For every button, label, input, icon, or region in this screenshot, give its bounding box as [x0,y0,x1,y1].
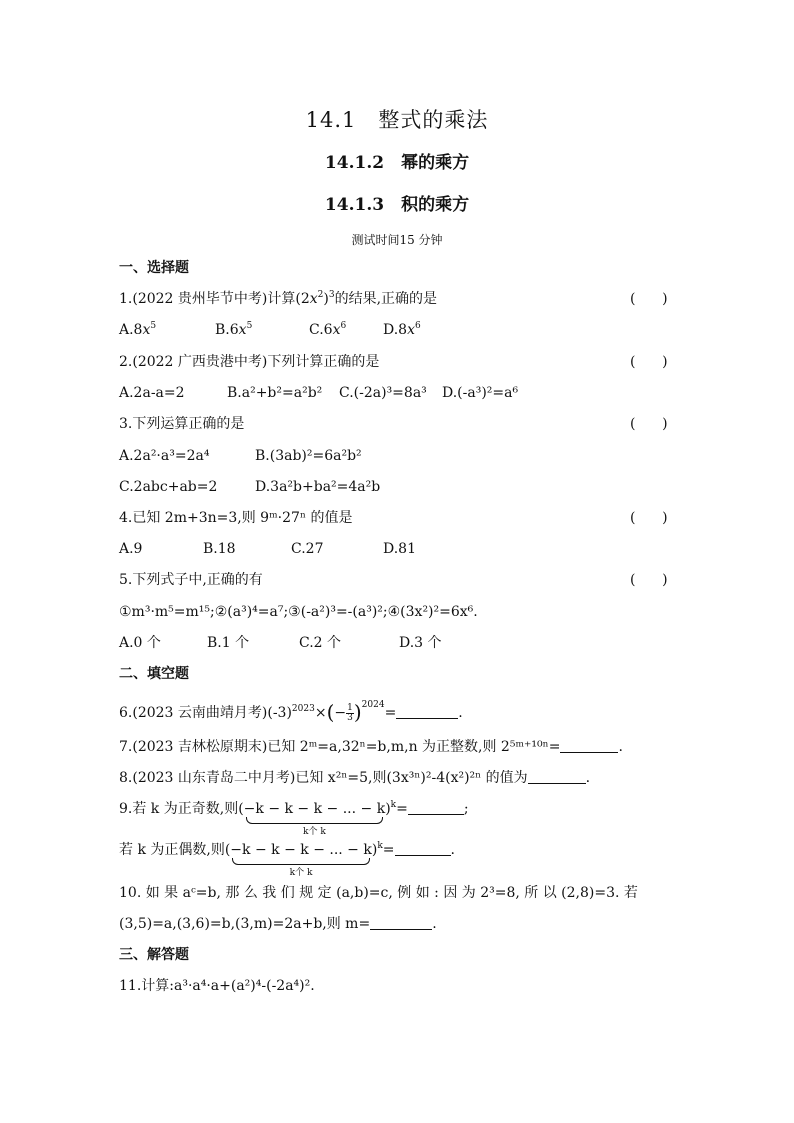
q8-answer-blank[interactable] [528,769,586,784]
subtitle-power-of-power: 14.1.2 幂的乘方 [324,153,470,173]
q5-option-a: A.0 个 [119,635,161,651]
q1-option-d: $D.8x^6$ [383,321,421,338]
question-10-line1: 10. 如 果 aᶜ=b, 那 么 我 们 规 定 (a,b)=c, 例 如 : 因 为 2³=8, 所 以 (2,8)=3. 若 [119,885,638,901]
q5-answer-paren: ( ) [630,572,668,588]
question-8: 8.(2023 山东青岛二中月考)已知 x²ⁿ=5,则(3x³ⁿ)²-4(x²)²ⁿ 的值为 . [119,770,591,786]
question-9-line2: 若 k 为正偶数,则(−k − k − k − ... − k k个 k )$^k$= . [119,841,455,878]
q9-line1-prefix: 9.若 k 为正奇数,则( [119,801,244,817]
question-10-line2: (3,5)=a,(3,6)=b,(3,m)=2a+b,则 m= . [119,916,437,932]
q10-line2-text: (3,5)=a,(3,6)=b,(3,m)=2a+b,则 m= [119,916,371,932]
q1-answer-paren: ( ) [630,291,668,307]
q5-option-d: D.3 个 [399,635,442,651]
question-7: 7.(2023 吉林松原期末)已知 2ᵐ=a,32ⁿ=b,m,n 为正整数,则 2⁵ᵐ⁺¹⁰ⁿ= . [119,739,623,755]
q2-option-d: D.(-a³)²=a⁶ [442,385,519,401]
q7-text: 7.(2023 吉林松原期末)已知 2ᵐ=a,32ⁿ=b,m,n 为正整数,则 2⁵ᵐ⁺¹⁰ⁿ= [119,739,561,755]
section-heading-fill: 二、填空题 [119,666,189,682]
time-note: 测试时间15 分钟 [351,233,443,247]
question-5-items: ①m³·m⁵=m¹⁵;②(a³)⁴=a⁷;③(-a²)³=-(a³)²;④(3x²)²=6x⁶. [119,604,478,620]
q1-option-c: $C.6x^6$ [309,321,347,338]
q6-fraction: $\frac{1}{3}$ [347,702,353,723]
q6-exp1: 2023 [291,704,315,714]
q4-option-a: A.9 [119,541,143,557]
q3-option-d: D.3a²b+ba²=4a²b [255,479,381,495]
question-5-options [119,633,442,653]
q3-option-b: B.(3ab)²=6a²b² [255,448,362,464]
subtitle-power-of-product: 14.1.3 积的乘方 [324,195,470,215]
q2-answer-paren: ( ) [630,354,668,370]
question-2-options [119,383,518,403]
q8-text: 8.(2023 山东青岛二中月考)已知 x²ⁿ=5,则(3x³ⁿ)²-4(x²)²ⁿ 的值为 [119,770,528,786]
q4-option-d: D.81 [383,541,416,557]
q6-exp2: 2024 [361,700,385,710]
q6-eq: = [384,705,397,721]
q10-answer-blank[interactable] [370,915,432,930]
q9-line2-prefix: 若 k 为正偶数,则( [119,842,231,858]
q2-option-c: C.(-2a)³=8a³ [339,385,427,401]
question-11: 11.计算:a³·a⁴·a+(a²)⁴-(-2a⁴)². [119,978,315,994]
page-title: 14.1 整式的乘法 [305,108,489,132]
q1-option-a: $A.8x^5$ [119,321,157,338]
q6-prefix: 6.(2023 云南曲靖月考)(-3) [119,705,292,721]
question-6: 6.(2023 云南曲靖月考)$(-3)^{2023}\times(-$ $\frac{1}{3}$ )$^{2024}$= . [119,700,463,724]
q7-answer-blank[interactable] [560,738,618,753]
q2-option-a: A.2a-a=2 [119,385,185,401]
question-3-options-row2 [119,477,380,497]
q6-times: × [314,705,327,721]
question-3-options-row1 [119,446,362,466]
q3-option-a: A.2a²·a³=2a⁴ [119,448,210,464]
q5-option-b: B.1 个 [207,635,250,651]
section-heading-solve: 三、解答题 [119,947,189,963]
question-4-options [119,539,416,559]
question-1-options [119,320,421,340]
question-3-stem: 3.下列运算正确的是 [119,416,245,432]
question-9-line1: 9.若 k 为正奇数,则(−k − k − k − ... − k k个 k )$^k$= ; [119,800,469,837]
q4-option-b: B.18 [203,541,236,557]
question-2-stem: 2.(2022 广西贵港中考)下列计算正确的是 [119,354,380,370]
q4-answer-paren: ( ) [630,510,668,526]
q9-even-answer-blank[interactable] [395,841,451,856]
q3-option-c: C.2abc+ab=2 [119,479,218,495]
question-4-stem: 4.已知 2m+3n=3,则 9ᵐ·27ⁿ 的值是 [119,510,353,526]
q6-answer-blank[interactable] [396,704,458,719]
q5-option-c: C.2 个 [299,635,342,651]
q3-answer-paren: ( ) [630,416,668,432]
section-heading-choice: 一、选择题 [119,260,189,276]
question-5-stem: 5.下列式子中,正确的有 [119,572,263,588]
q9-brace-expression-even: −k − k − k − ... − k k个 k [230,842,372,878]
q1-prefix: 1.(2022 贵州毕节中考)计算(2 [119,291,310,307]
q1-suffix: 的结果,正确的是 [334,291,438,307]
question-1-stem: 1.(2022 贵州毕节中考)计算$(2x^2)^3$的结果,正确的是 [119,290,438,307]
q2-option-b: B.a²+b²=a²b² [227,385,323,401]
q4-option-c: C.27 [291,541,324,557]
q9-brace-expression-odd: −k − k − k − ... − k k个 k [243,801,386,837]
q1-option-b: $B.6x^5$ [215,321,253,338]
q9-odd-answer-blank[interactable] [408,800,464,815]
